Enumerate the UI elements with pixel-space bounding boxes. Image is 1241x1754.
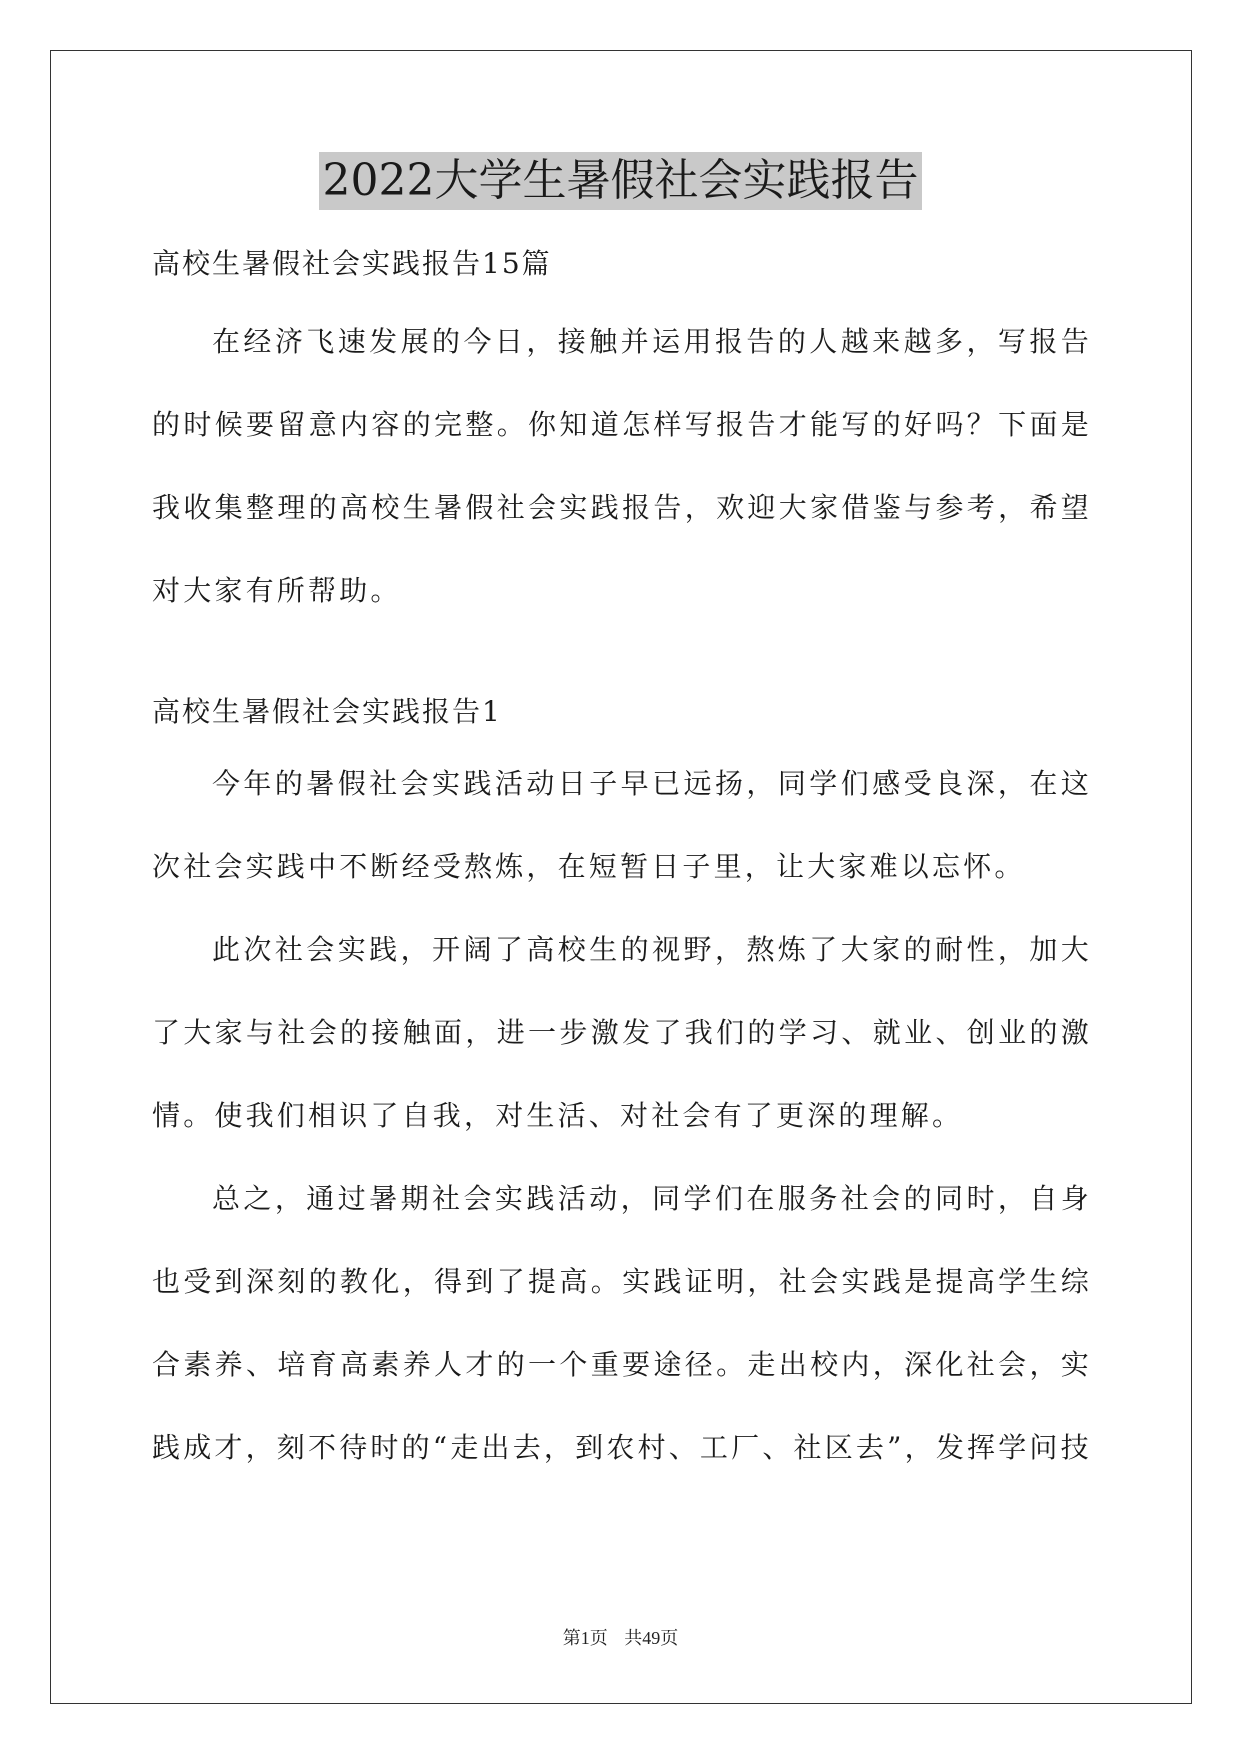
section-paragraph: 今年的暑假社会实践活动日子早已远扬，同学们感受良深，在这次社会实践中不断经受熬炼，在短暂日子里，让大家难以忘怀。: [152, 767, 1092, 883]
document-title: 2022大学生暑假社会实践报告: [319, 152, 923, 210]
section-heading: 高校生暑假社会实践报告1: [152, 695, 502, 728]
page-footer: [0, 1624, 1241, 1650]
document-body: [152, 244, 1092, 1489]
page-total: 共49页: [624, 1628, 679, 1648]
section-paragraph: 此次社会实践，开阔了高校生的视野，熬炼了大家的耐性，加大了大家与社会的接触面，进一步激发了我们的学习、就业、创业的激情。使我们相识了自我，对生活、对社会有了更深的理解。: [152, 933, 1092, 1132]
section-paragraph: 总之，通过暑期社会实践活动，同学们在服务社会的同时，自身也受到深刻的教化，得到了提高。实践证明，社会实践是提高学生综合素养、培育高素养人才的一个重要途径。走出校内，深化社会，实践成才，刻不待时的“走出去，到农村、工厂、社区去”，发挥学问技: [152, 1182, 1092, 1464]
intro-paragraph: 在经济飞速发展的今日，接触并运用报告的人越来越多，写报告的时候要留意内容的完整。你知道怎样写报告才能写的好吗？下面是我收集整理的高校生暑假社会实践报告，欢迎大家借鉴与参考，希望对大家有所帮助。: [152, 325, 1092, 607]
page-number: 第1页: [562, 1628, 608, 1648]
intro-heading: 高校生暑假社会实践报告15篇: [152, 247, 552, 280]
title-container: [0, 152, 1241, 210]
